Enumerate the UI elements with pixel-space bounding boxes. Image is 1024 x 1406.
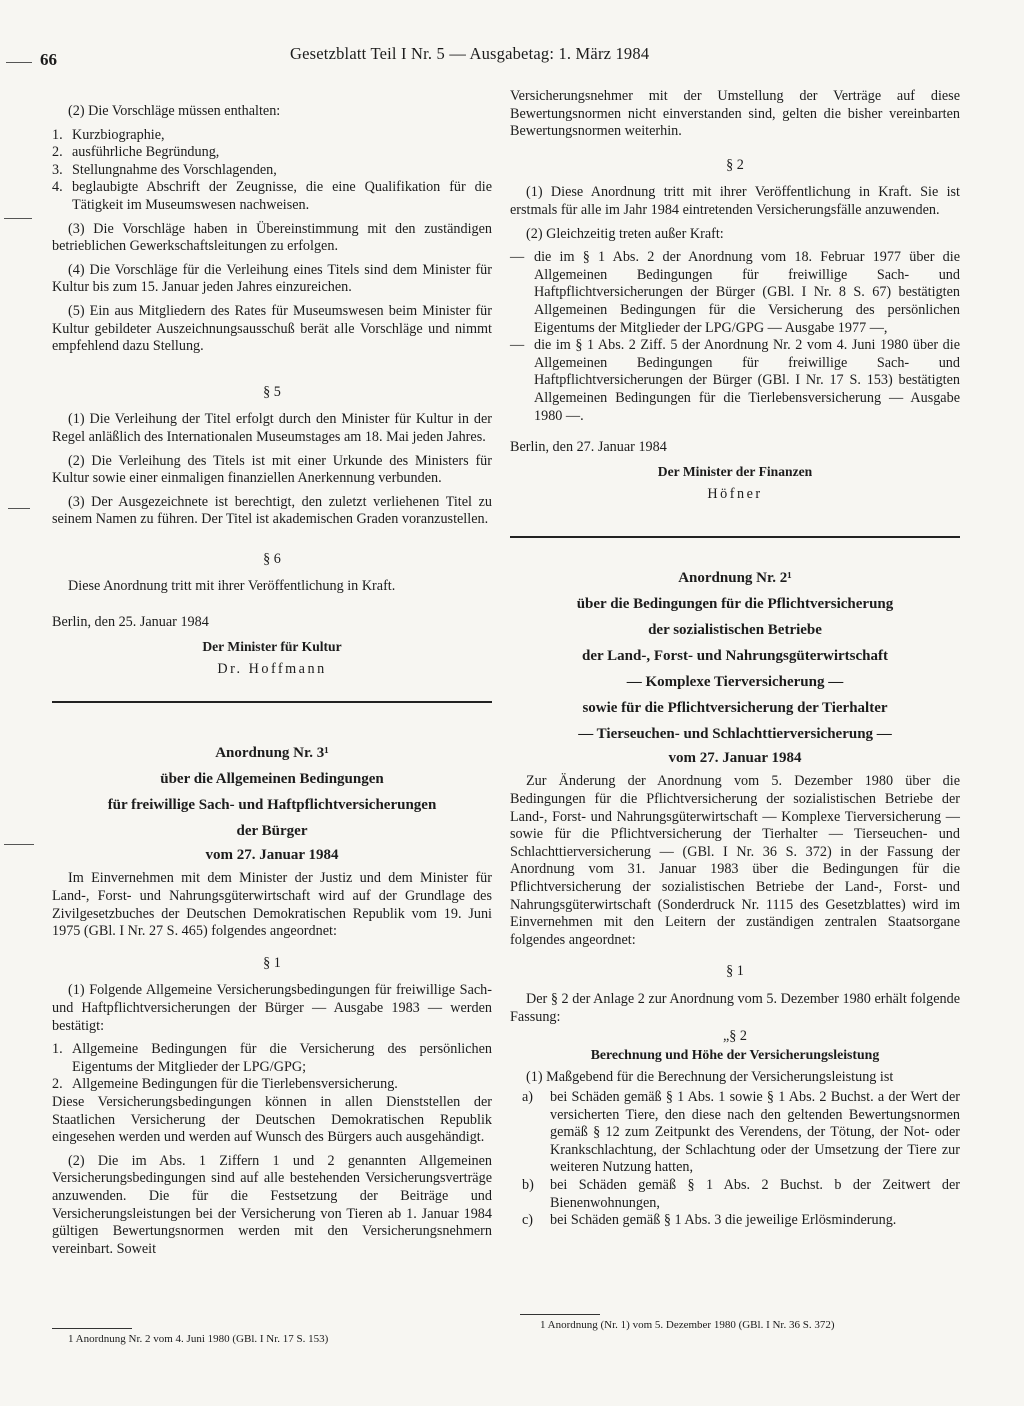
paragraph: (2) Die Vorschläge müssen enthalten: (68, 103, 281, 119)
margin-mark (8, 508, 30, 509)
paragraph: Zur Änderung der Anordnung vom 5. Dezember 1980 über die Bedingungen für die Pflichtversicherung der sozialistischen Betriebe der Land-, Forst- und Nahrungsgüterwirtschaft — Komplexe Tierversicherung — sowie für die Pflichtversicherung der Tierhalter — Tierseuchen- und Schlachttierversicherung — (GBl. I Nr. 36 S. 372) in der Fassung der Anordnung vom 31. Januar 1983 über die Bedingungen für die Pflichtversicherung der sozialistischen Betriebe der Land-, Forst- und Nahrungsgüterwirtschaft (Sonderdruck Nr. 1115 des Gesetzblattes) wird im Einvernehmen mit den Leitern der zuständigen zentralen Staatsorgane folgendes angeordnet: (510, 773, 960, 948)
list-item: — die im § 1 Abs. 2 der Anordnung vom 18. Februar 1977 über die Allgemeinen Bedingungen für freiwillige Sach- und Haftpflichtversicherungen der Bürger (GBl. I Nr. 8 S. 67) bestätigten Allgemeinen Bedingungen für die Versicherung des persönlichen Eigentums der Mitglieder der LPG/GPG — Ausgabe 1977 —, (510, 249, 960, 336)
ordinance-title: — Tierseuchen- und Schlachttierversicherung — (578, 725, 892, 742)
left-column (52, 103, 492, 1264)
list-item: a) bei Schäden gemäß § 1 Abs. 1 sowie § 1 Abs. 2 Buchst. a der Wert der versicherten Tiere, den diese nach den geltenden Bewertungsnormen gemäß § 12 zum Zeitpunkt des Verendens, der Tötung, der Not- oder Krankschlachtung, der Schlachtung oder der Umsetzung der Tiere zur weiteren Nutzung hatten, (522, 1088, 960, 1176)
list-item: 1. Kurzbiographie, (52, 126, 165, 143)
ordinance-title: der Land-, Forst- und Nahrungsgüterwirtschaft (582, 647, 888, 664)
list-item: 3. Stellungnahme des Vorschlagenden, (52, 161, 277, 178)
page-number: 66 (40, 50, 57, 69)
paragraph: (5) Ein aus Mitgliedern des Rates für Museumswesen beim Minister für Kultur gebildeter Auszeichnungsausschuß berät alle Vorschläge und nimmt empfehlend dazu Stellung. (52, 302, 492, 355)
page-header (40, 44, 990, 68)
paragraph: (2) Die im Abs. 1 Ziffern 1 und 2 genannten Allgemeinen Versicherungsbedingungen sind auf alle bestehenden Versicherungsverträge anzuwenden. Die für die Festsetzung der Beiträge und Versicherungsleistungen bei der Versicherung von Tieren ab 1. Januar 1984 gültigen Bewertungsnormen werden mit den Versicherungsnehmern vereinbart. Soweit (52, 1152, 492, 1257)
section-heading: § 2 (726, 156, 744, 173)
list-item: 1. Allgemeine Bedingungen für die Versicherung des persönlichen Eigentums der Mitglieder der LPG/GPG; (52, 1041, 492, 1075)
right-column (510, 88, 960, 1230)
list-item: 2. Allgemeine Bedingungen für die Tierlebensversicherung. (52, 1076, 398, 1093)
list-item: 2. ausführliche Begründung, (52, 144, 220, 161)
paragraph: (4) Die Vorschläge für die Verleihung eines Titels sind dem Minister für Kultur bis zum 15. Januar jeden Jahres einzureichen. (52, 261, 492, 296)
ordinance-title: — Komplexe Tierversicherung — (626, 673, 844, 690)
section-heading: § 1 (726, 963, 744, 980)
ordinance-title: der Bürger (236, 822, 308, 839)
signer-name: Dr. Hoffmann (217, 661, 327, 678)
section-rule (52, 701, 492, 703)
ordinance-title: der sozialistischen Betriebe (648, 621, 822, 638)
footnote: 1 Anordnung (Nr. 1) vom 5. Dezember 1980 (GBl. I Nr. 36 S. 372) (540, 1319, 835, 1331)
paragraph: (1) Maßgebend für die Berechnung der Versicherungsleistung ist (526, 1069, 894, 1086)
paragraph: (2) Die Verleihung des Titels ist mit einer Urkunde des Ministers für Kultur sowie einer einmaligen finanziellen Anerkennung verbunden. (52, 452, 492, 487)
footnote-rule (520, 1314, 600, 1315)
margin-mark (4, 218, 32, 219)
ordinance-date: vom 27. Januar 1984 (205, 846, 339, 863)
section-heading: § 5 (263, 383, 281, 400)
paragraph: (3) Die Vorschläge haben in Übereinstimmung mit den zuständigen betrieblichen Gewerkschaftsleitungen zu erfolgen. (52, 220, 492, 255)
ordinance-title: sowie für die Pflichtversicherung der Tierhalter (582, 699, 888, 716)
ordinance-title: über die Bedingungen für die Pflichtversicherung (576, 595, 894, 612)
paragraph: Im Einvernehmen mit dem Minister der Justiz und dem Minister für Land-, Forst- und Nahrungsgüterwirtschaft wird auf der Grundlage des Zivilgesetzbuches der Deutschen Demokratischen Republik vom 19. Juni 1975 (GBl. I Nr. 27 S. 465) folgendes angeordnet: (52, 870, 492, 940)
footnote-rule (52, 1328, 132, 1329)
ordinance-title: Anordnung Nr. 2¹ (678, 569, 792, 586)
list-item: c) bei Schäden gemäß § 1 Abs. 3 die jeweilige Erlösminderung. (522, 1212, 897, 1229)
quoted-heading: Berechnung und Höhe der Versicherungsleistung (590, 1046, 880, 1062)
paragraph: Diese Versicherungsbedingungen können in allen Dienststellen der Staatlichen Versicherung der Deutschen Demokratischen Republik eingesehen werden und werden auf Wunsch des Bürgers auch ausgehändigt. (52, 1093, 492, 1146)
header-title: Gesetzblatt Teil I Nr. 5 — Ausgabetag: 1. März 1984 (290, 44, 650, 63)
signer-title: Der Minister für Kultur (202, 638, 342, 654)
signer-name: Höfner (707, 486, 763, 503)
list-item: 4. beglaubigte Abschrift der Zeugnisse, die eine Qualifikation für die Tätigkeit im Museumswesen nachweisen. (52, 179, 492, 213)
place-date: Berlin, den 27. Januar 1984 (510, 439, 667, 456)
ordinance-title: über die Allgemeinen Bedingungen (160, 770, 384, 787)
footnote: 1 Anordnung Nr. 2 vom 4. Juni 1980 (GBl. I Nr. 17 S. 153) (68, 1333, 329, 1345)
ordinance-title: Anordnung Nr. 3¹ (215, 744, 329, 761)
paragraph: (1) Folgende Allgemeine Versicherungsbedingungen für freiwillige Sach- und Haftpflichtversicherungen der Bürger — Ausgabe 1983 — werden bestätigt: (52, 982, 492, 1034)
section-rule (510, 536, 960, 538)
paragraph: (1) Die Verleihung der Titel erfolgt durch den Minister für Kultur in der Regel anläßlich des Internationalen Museumstages am 18. Mai jeden Jahres. (52, 411, 492, 445)
quoted-section-heading: „§ 2 (722, 1028, 748, 1045)
margin-mark (6, 62, 32, 63)
margin-mark (4, 844, 34, 845)
signer-title: Der Minister der Finanzen (657, 463, 813, 479)
place-date: Berlin, den 25. Januar 1984 (52, 614, 209, 631)
paragraph: Diese Anordnung tritt mit ihrer Veröffentlichung in Kraft. (68, 578, 396, 595)
section-heading: § 6 (263, 550, 281, 567)
section-heading: § 1 (263, 954, 281, 971)
paragraph: (2) Gleichzeitig treten außer Kraft: (526, 225, 724, 242)
ordinance-title: für freiwillige Sach- und Haftpflichtversicherungen (107, 796, 437, 813)
list-item: — die im § 1 Abs. 2 Ziff. 5 der Anordnung Nr. 2 vom 4. Juni 1980 über die Allgemeinen Bedingungen für freiwillige Sach- und Haftpflichtversicherungen der Bürger (GBl. I Nr. 17 S. 153) bestätigten Allgemeinen Bedingungen für die Tierlebensversicherung — Ausgabe 1980 —. (510, 337, 960, 424)
ordinance-date: vom 27. Januar 1984 (668, 749, 802, 766)
list-item: b) bei Schäden gemäß § 1 Abs. 2 Buchst. b der Zeitwert der Bienenwohnungen, (522, 1176, 960, 1211)
paragraph: (1) Diese Anordnung tritt mit ihrer Veröffentlichung in Kraft. Sie ist erstmals für alle im Jahr 1984 eintretenden Versicherungsfälle anzuwenden. (510, 184, 960, 218)
paragraph: (3) Der Ausgezeichnete ist berechtigt, den zuletzt verliehenen Titel zu seinem Namen zu führen. Der Titel ist akademischen Graden voranzustellen. (52, 493, 492, 528)
paragraph: Der § 2 der Anlage 2 zur Anordnung vom 5. Dezember 1980 erhält folgende Fassung: (510, 991, 960, 1025)
paragraph: Versicherungsnehmer mit der Umstellung der Verträge auf diese Bewertungsnormen nicht einverstanden sind, gelten die bisher vereinbarten Bewertungsnormen weiterhin. (510, 88, 960, 140)
